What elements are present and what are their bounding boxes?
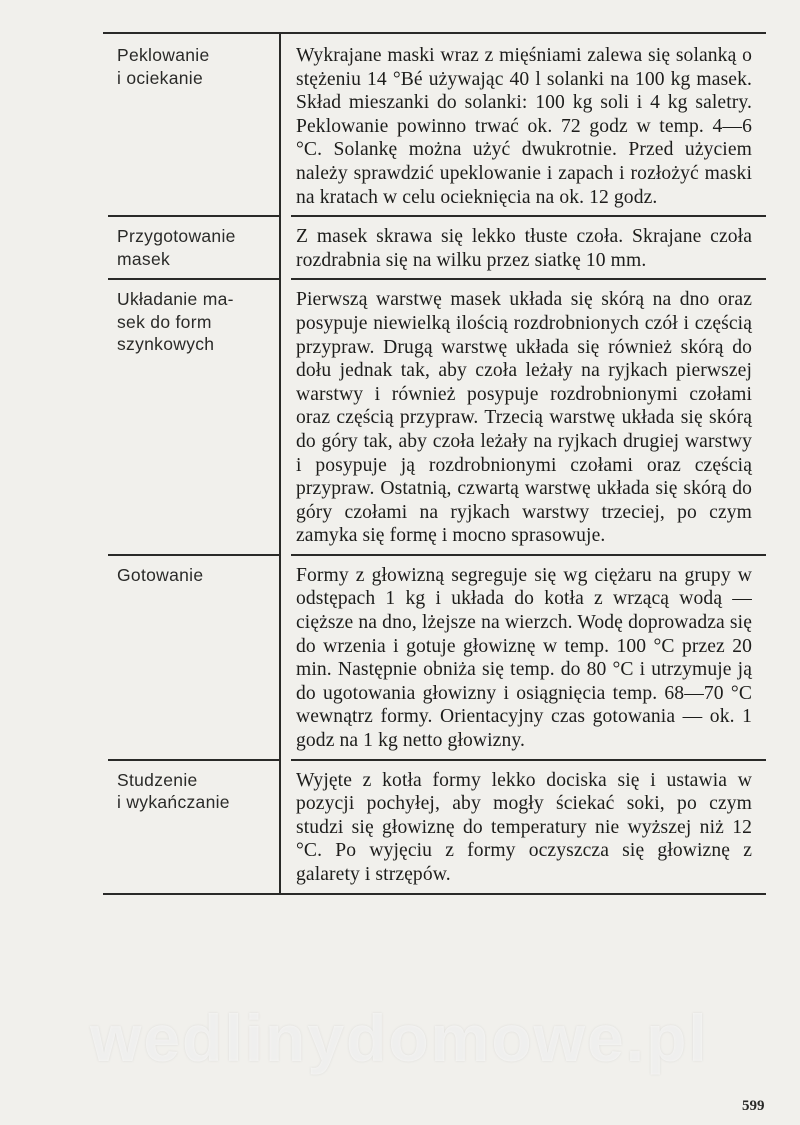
table-row — [103, 34, 766, 215]
row-label: Układanie ma- sek do form szynkowych — [117, 289, 234, 355]
table-row — [103, 215, 766, 278]
row-description: Wyjęte z kotła formy lekko dociska się i ustawia w pozycji pochyłej, aby mogły ściekać soki, po czym studzi się głowiznę do temperatury nie wyższej niż 12 °C. Po wyjęciu z formy oczyszcza się głowiznę z galarety i strzępów. — [296, 769, 752, 885]
row-description: Formy z głowizną segreguje się wg ciężaru na grupy w odstępach 1 kg i układa do kotła z wrzącą wodą — cięższe na dno, lżejsze na wierzch. Wodę doprowadza się do wrzenia i gotuje głowiznę w temp. 100 °C przez 20 min. Następnie obniża się temp. do 80 °C i utrzymuje ją do ugotowania głowizny i osiągnięcia temp. 68—70 °C wewnątrz formy. Orientacyjny czas gotowania — ok. 1 godz na 1 kg netto głowizny. — [296, 564, 752, 752]
row-label: Przygotowanie masek — [117, 226, 236, 269]
row-label: Gotowanie — [117, 564, 204, 585]
process-table — [103, 32, 766, 895]
row-description: Pierwszą warstwę masek układa się skórą na dno oraz posypuje niewielką ilością rozdrobnionych czół i częścią przypraw. Drugą warstwę układa się również skórą do dołu jednak tak, aby czoła leżały na ryjkach pierwszej warstwy i również posypuje rozdrobnionymi czołami oraz częścią przypraw. Trzecią warstwę układa się skórą do góry tak, aby czoła leżały na ryjkach drugiej warstwy i posypuje ją rozdrobnionymi czołami oraz częścią przypraw. Ostatnią, czwartą warstwę układa się skórą do góry czołami na ryjkach warstwy trzeciej, po czym zamyka się formę i mocno sprasowuje. — [296, 289, 752, 547]
watermark: wedlinydomowe.pl — [90, 1001, 709, 1075]
table-row — [103, 759, 766, 895]
row-description: Wykrajane maski wraz z mięśniami zalewa się solanką o stężeniu 14 °Bé używając 40 l solanki na 100 kg masek. Skład mieszanki do solanki: 100 kg soli i 4 kg saletry. Peklowanie powinno trwać ok. 72 godz w temp. 4—6 °C. Solankę można użyć dwukrotnie. Przed użyciem należy sprawdzić upeklowanie i zapach i rozłożyć maski na kratach w celu ocieknięcia na ok. 12 godz. — [296, 45, 752, 208]
row-label: Peklowanie i ociekanie — [117, 45, 210, 88]
page-number: 599 — [742, 1098, 765, 1114]
table-row — [103, 554, 766, 759]
row-description: Z masek skrawa się lekko tłuste czoła. Skrajane czoła rozdrabnia się na wilku przez siatkę 10 mm. — [296, 226, 752, 271]
table-row — [103, 278, 766, 554]
row-label: Studzenie i wykańczanie — [117, 769, 230, 813]
